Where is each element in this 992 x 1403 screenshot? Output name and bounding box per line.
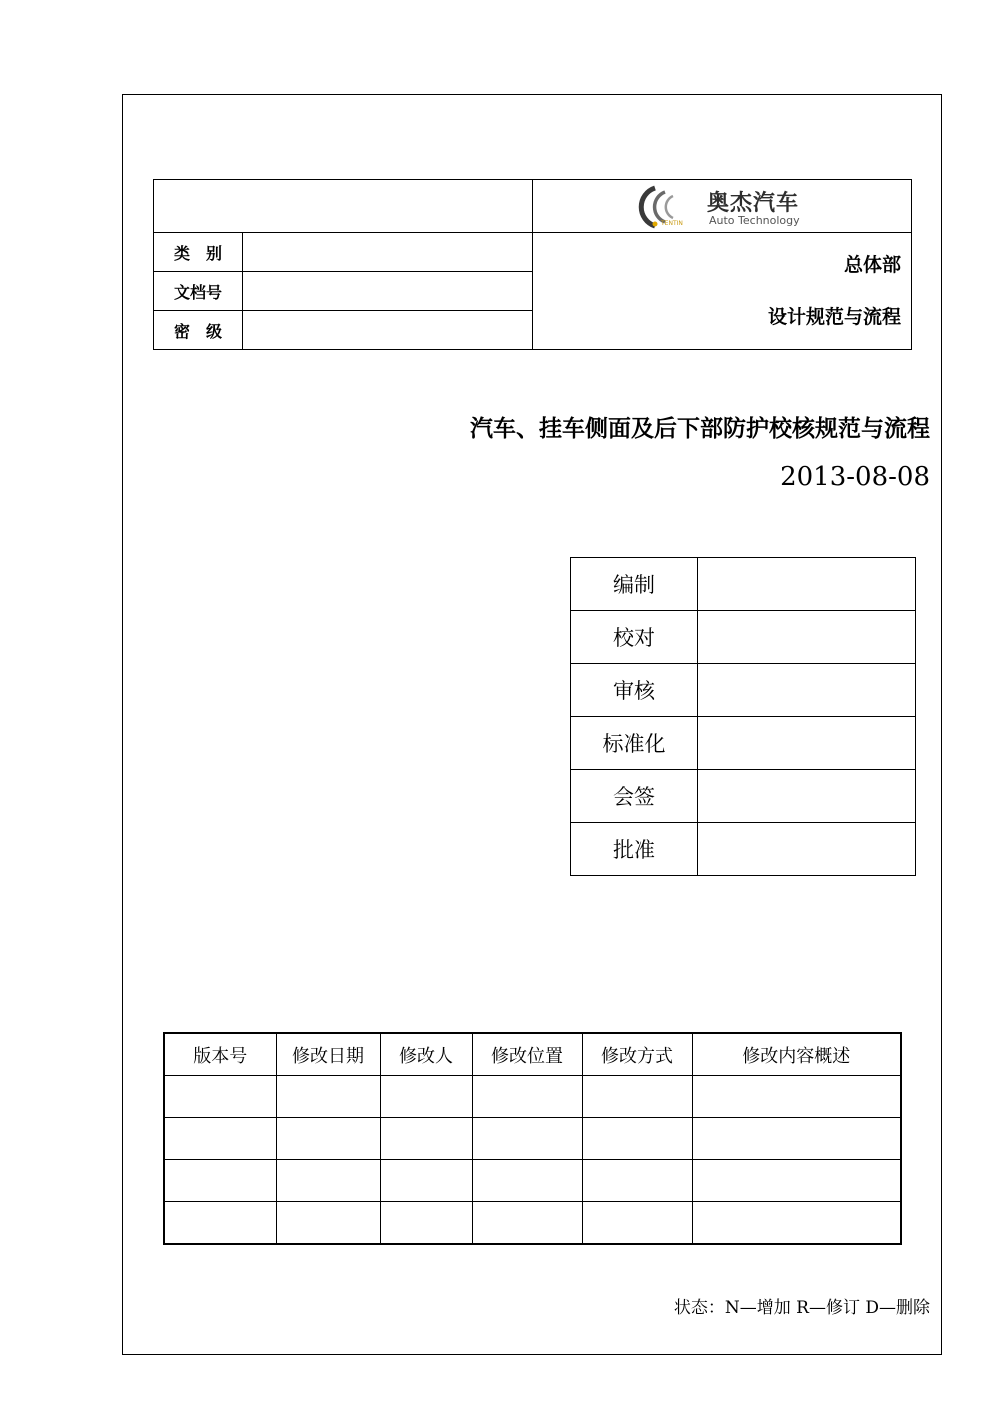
approval-label: 编制 [571,558,698,611]
approval-signature-cell [698,770,916,823]
table-cell [582,1202,692,1245]
table-cell [692,1118,901,1160]
table-cell [582,1076,692,1118]
document-title: 汽车、挂车侧面及后下部防护校核规范与流程 [470,416,930,442]
approval-row [571,770,916,823]
field-label-category: 类 别 [154,233,243,272]
revision-header-version: 版本号 [164,1033,276,1076]
approval-row [571,611,916,664]
approval-signature-cell [698,611,916,664]
revision-table [163,1032,902,1245]
logo-name: 奥杰汽车 [707,191,800,216]
status-legend: 状态：N—增加 R—修订 D—删除 [673,1298,930,1318]
table-cell [582,1118,692,1160]
logo-tagline: TENTIN [661,220,683,227]
table-row [164,1202,901,1245]
revision-header-method: 修改方式 [582,1033,692,1076]
table-cell [164,1202,276,1245]
table-cell [380,1160,472,1202]
table-row [164,1076,901,1118]
department-block [533,233,912,350]
table-cell [472,1160,582,1202]
table-cell [692,1202,901,1245]
approval-label: 会签 [571,770,698,823]
approval-label: 审核 [571,664,698,717]
approval-row [571,717,916,770]
revision-header-location: 修改位置 [472,1033,582,1076]
table-cell [164,1160,276,1202]
approval-label: 标准化 [571,717,698,770]
company-logo [533,180,912,233]
table-row [164,1118,901,1160]
document-date: 2013-08-08 [780,462,930,492]
field-value-security [243,311,533,350]
approval-table [570,557,916,876]
field-label-security: 密 级 [154,311,243,350]
table-cell [276,1160,380,1202]
approval-row [571,664,916,717]
revision-header-date: 修改日期 [276,1033,380,1076]
logo-mark [633,184,813,230]
approval-signature-cell [698,717,916,770]
table-cell [692,1160,901,1202]
approval-label: 校对 [571,611,698,664]
department-name: 总体部 [843,254,901,276]
approval-row [571,558,916,611]
document-category: 设计规范与流程 [767,306,901,328]
table-cell [164,1118,276,1160]
approval-label: 批准 [571,823,698,876]
revision-header-summary: 修改内容概述 [692,1033,901,1076]
table-cell [276,1202,380,1245]
table-cell [582,1160,692,1202]
field-value-category [243,233,533,272]
approval-signature-cell [698,823,916,876]
revision-header-row [164,1033,901,1076]
table-cell [276,1076,380,1118]
table-row [164,1160,901,1202]
table-cell [472,1076,582,1118]
approval-row [571,823,916,876]
table-cell [164,1076,276,1118]
document-header [153,179,912,350]
revision-header-editor: 修改人 [380,1033,472,1076]
table-cell [380,1202,472,1245]
logo-subtitle: Auto Technology [709,214,800,227]
header-blank-cell [154,180,533,233]
table-cell [380,1076,472,1118]
table-cell [472,1202,582,1245]
approval-signature-cell [698,664,916,717]
table-cell [692,1076,901,1118]
field-label-doc-number: 文档号 [154,272,243,311]
field-value-doc-number [243,272,533,311]
table-cell [276,1118,380,1160]
table-cell [472,1118,582,1160]
approval-signature-cell [698,558,916,611]
table-cell [380,1118,472,1160]
